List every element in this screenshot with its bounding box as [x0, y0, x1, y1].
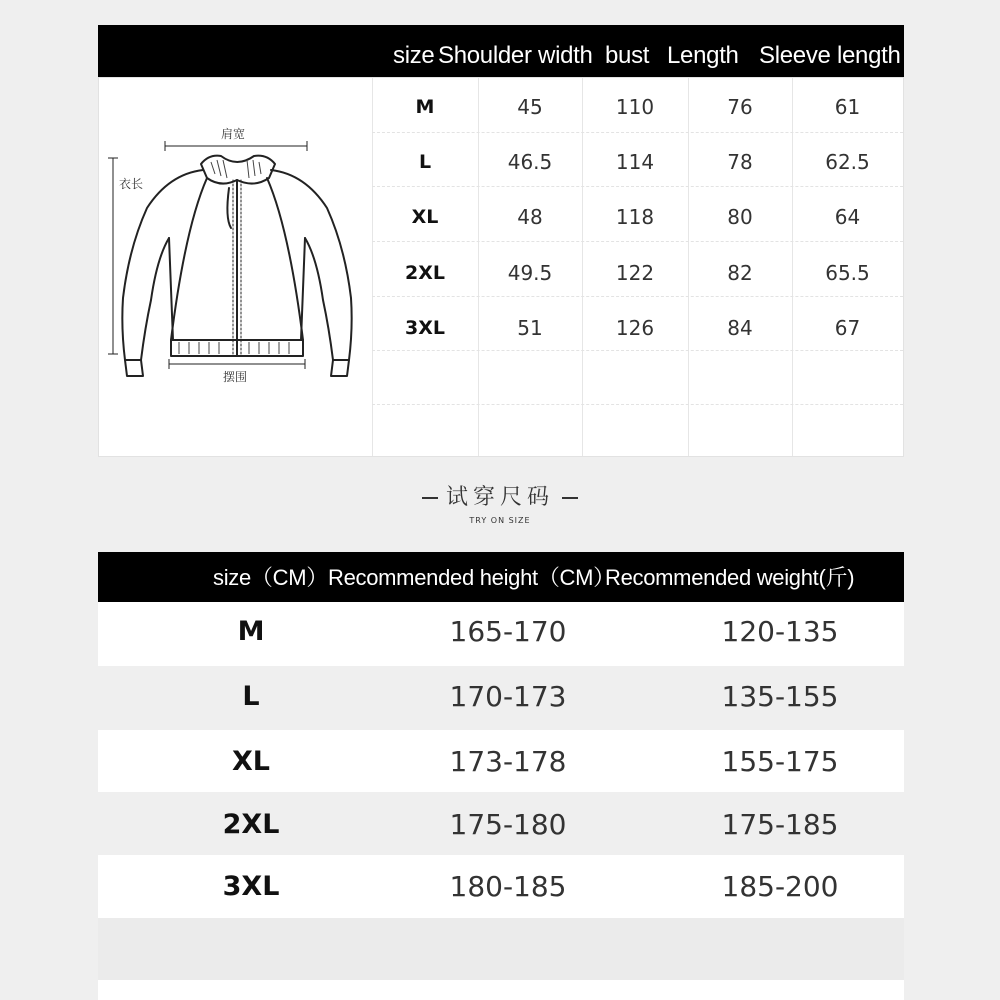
length-cell: 76 [727, 95, 753, 119]
diagram-label-shoulder: 肩宽 [221, 127, 246, 141]
header-size-cm: size（CM） [213, 565, 328, 590]
header-length: Length [667, 42, 739, 69]
diagram-label-hem: 摆围 [223, 370, 248, 384]
jacket-diagram [99, 78, 372, 456]
header-bust: bust [605, 42, 650, 69]
header-size: size [393, 42, 435, 69]
weight-cell: 135-155 [721, 680, 839, 713]
sleeve-cell: 64 [834, 205, 861, 229]
length-cell: 82 [727, 261, 753, 285]
measurement-chart-panel [98, 77, 904, 457]
shoulder-cell: 45 [517, 95, 543, 119]
table-row [372, 244, 903, 299]
recommend-row [98, 855, 904, 918]
bust-cell: 110 [615, 95, 655, 119]
header-recommended-height: Recommended height（CM） [328, 565, 615, 590]
header-sleeve-length: Sleeve length [759, 42, 901, 69]
recommend-row [98, 730, 904, 792]
weight-cell: 120-135 [721, 615, 839, 648]
shoulder-cell: 48 [517, 205, 543, 229]
title-dash-right [562, 497, 578, 499]
size-cell: M [237, 616, 265, 647]
size-cell: 3XL [405, 317, 445, 339]
weight-cell: 185-200 [721, 870, 839, 903]
recommend-row [98, 602, 904, 666]
recommend-row-empty [98, 918, 904, 980]
size-cell: XL [231, 746, 271, 777]
sleeve-cell: 67 [834, 316, 861, 340]
weight-cell: 155-175 [721, 745, 839, 778]
height-cell: 175-180 [449, 808, 567, 841]
recommend-row [98, 792, 904, 855]
recommendation-chart-header [98, 552, 904, 602]
bust-cell: 114 [615, 150, 655, 174]
height-cell: 170-173 [449, 680, 567, 713]
bust-cell: 122 [615, 261, 655, 285]
try-on-title [0, 480, 1000, 511]
header-recommended-weight: Recommended weight(斤) [605, 565, 855, 590]
length-cell: 80 [727, 205, 753, 229]
weight-cell: 175-185 [721, 808, 839, 841]
sleeve-cell: 61 [834, 95, 861, 119]
measurement-table [372, 78, 903, 456]
size-cell: L [242, 681, 260, 712]
size-cell: XL [411, 206, 439, 228]
table-row [372, 78, 903, 133]
size-cell: 2XL [222, 809, 280, 840]
table-row [372, 299, 903, 354]
length-cell: 78 [727, 150, 753, 174]
diagram-label-length: 衣长 [119, 177, 144, 191]
recommend-row [98, 666, 904, 730]
size-cell: 3XL [222, 871, 280, 902]
row-divider [372, 404, 903, 405]
length-cell: 84 [727, 316, 753, 340]
sleeve-cell: 65.5 [825, 261, 870, 285]
size-cell: L [418, 151, 432, 173]
sleeve-cell: 62.5 [825, 150, 870, 174]
recommend-row-empty [98, 980, 904, 1000]
height-cell: 173-178 [449, 745, 567, 778]
height-cell: 165-170 [449, 615, 567, 648]
bust-cell: 118 [615, 205, 655, 229]
bust-cell: 126 [615, 316, 655, 340]
header-shoulder-width: Shoulder width [438, 42, 593, 69]
shoulder-cell: 49.5 [507, 261, 553, 285]
try-on-subtitle: TRY ON SIZE [469, 516, 531, 525]
try-on-title-text: 试穿尺码 [445, 485, 554, 510]
title-dash-left [422, 497, 438, 499]
table-row [372, 188, 903, 243]
size-cell: M [415, 96, 435, 118]
size-cell: 2XL [405, 262, 445, 284]
measurement-chart-header [98, 25, 904, 77]
shoulder-cell: 46.5 [507, 150, 553, 174]
table-row [372, 133, 903, 188]
height-cell: 180-185 [449, 870, 567, 903]
shoulder-cell: 51 [517, 316, 543, 340]
